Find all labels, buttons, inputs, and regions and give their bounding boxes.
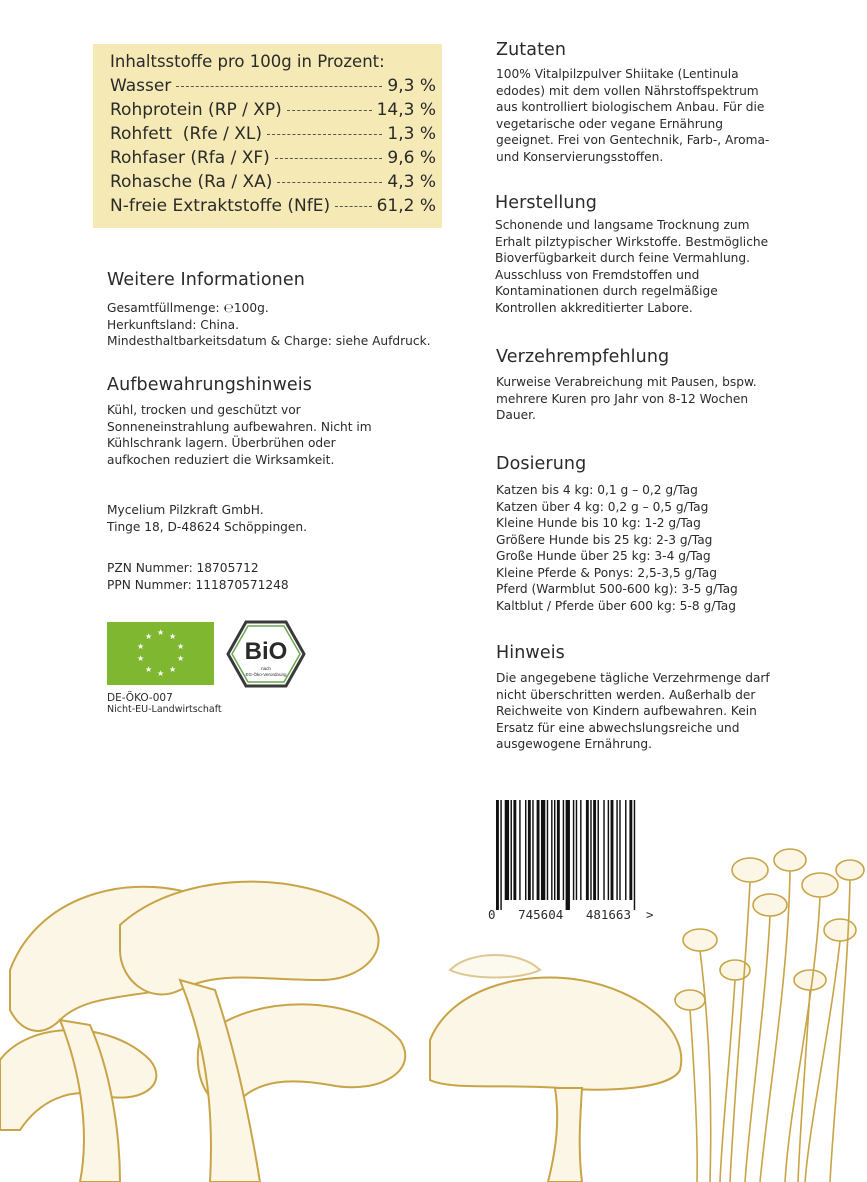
text-line: Gesamtfüllmenge: ℮100g. [107,301,269,315]
bio-logo-subtext: nach [261,666,271,671]
text-line: Kleine Hunde bis 10 kg: 1-2 g/Tag [496,516,701,530]
nutrition-label: Rohfett (Rfe / XL) [110,124,262,144]
nutrition-value: 4,3 % [387,172,436,192]
zutaten-heading: Zutaten [496,40,567,60]
hinweis-heading: Hinweis [496,643,565,663]
mushroom-illustration [0,830,867,1182]
nutrition-row [110,76,436,100]
text-line: Dauer. [496,408,536,422]
barcode-bar [616,800,617,900]
bio-logo-text: BiO [244,638,288,665]
nutrition-value: 61,2 % [376,196,436,216]
barcode-bar [603,800,604,900]
svg-text:★: ★ [137,654,145,663]
text-line: Kleine Pferde & Ponys: 2,5-3,5 g/Tag [496,565,717,580]
svg-text:★: ★ [177,654,185,663]
text-line: Bioverfügbarkeit durch feine Vermahlung. [495,251,751,265]
weitere-text [107,300,431,350]
nutrition-value: 14,3 % [376,100,436,120]
text-line: nicht überschritten werden. Außerhalb der [496,687,756,702]
barcode-bar [608,800,609,900]
barcode-bar [629,800,632,900]
text-line: Ausschluss von Fremdstoffen und [495,267,700,282]
text-line: Pferd (Warmblut 500-600 kg): 3-5 g/Tag [496,582,738,596]
text-line: Kontrollen akkreditierter Labore. [495,300,693,315]
text-line: 100% Vitalpilzpulver Shiitake (Lentinula [496,67,739,81]
nutrition-row [110,172,436,196]
dosierung-heading: Dosierung [496,454,587,474]
barcode-bar [519,800,520,900]
product-codes [107,560,289,593]
nutrition-label: Rohprotein (RP / XP) [110,100,282,120]
nutrition-row [110,148,436,172]
verzehr-heading: Verzehrempfehlung [496,347,670,367]
dot-leader [275,158,383,159]
barcode-bar [593,800,596,900]
text-line: Kaltblut / Pferde über 600 kg: 5-8 g/Tag [496,598,736,613]
herstellung-text [495,217,768,316]
nutrition-label: Rohasche (Ra / XA) [110,172,273,192]
barcode-bar [573,800,574,900]
barcode-bar [528,800,531,900]
svg-text:★: ★ [157,628,165,637]
nutrition-label: Rohfaser (Rfa / XF) [110,148,270,168]
barcode-bar [551,800,552,900]
text-line: Katzen bis 4 kg: 0,1 g – 0,2 g/Tag [496,483,698,497]
aufbewahrung-text [107,402,372,468]
text-line: Kurweise Verabreichung mit Pausen, bspw. [496,375,757,389]
barcode-bar [576,800,577,900]
dot-leader [287,110,372,111]
text-line: Katzen über 4 kg: 0,2 g – 0,5 g/Tag [496,499,709,514]
zutaten-text [496,66,769,165]
eu-organic-logo [107,622,214,685]
barcode-bar [554,800,555,900]
barcode-bar [611,800,614,900]
bio-seal-logo [226,620,306,688]
barcode-bar [563,800,564,900]
barcode-bar [537,800,540,900]
text-line: mehrere Kuren pro Jahr von 8-12 Wochen [496,391,749,406]
barcode-bar [532,800,533,900]
barcode-bar [625,800,626,900]
text-line: PPN Nummer: 111870571248 [107,577,289,592]
svg-text:★: ★ [157,669,165,678]
text-line: Reichweite von Kindern aufbewahren. Kein [496,704,757,718]
barcode [492,800,682,910]
barcode-bar [586,800,589,900]
barcode-bar [511,800,512,900]
text-line: Kühl, trocken und geschützt vor [107,403,301,417]
text-line: Ersatz für eine abwechslungsreiche und [496,720,740,735]
barcode-bar [580,800,581,900]
barcode-bar [557,800,560,900]
weitere-heading: Weitere Informationen [107,270,305,290]
text-line: Kühlschrank lagern. Überbrühen oder [107,436,336,450]
text-line: DE-ÖKO-007 [107,692,173,704]
svg-text:★: ★ [145,665,153,674]
svg-text:★: ★ [137,642,145,651]
dot-leader [176,86,382,87]
nutrition-row [110,100,436,124]
hinweis-text [496,670,770,753]
text-line: Die angegebene tägliche Verzehrmenge darf [496,671,770,685]
nutrition-value: 9,3 % [387,76,436,96]
text-line: vegetarische oder vegane Ernährung [496,116,723,131]
barcode-bar [505,800,509,900]
text-line: Nicht-EU-Landwirtschaft [107,704,222,715]
svg-text:★: ★ [177,642,185,651]
nutrition-label: N-freie Extraktstoffe (NfE) [110,196,331,216]
verzehr-text [496,374,757,424]
text-line: Kontaminationen durch regelmäßige [495,284,718,298]
barcode-bar [590,800,591,900]
dot-leader [335,206,371,207]
nutrition-value: 9,6 % [387,148,436,168]
text-line: Schonende und langsame Trocknung zum [495,218,750,232]
text-line: aus kontrolliert biologischem Anbau. Für die [496,100,765,114]
text-line: geeignet. Frei von Gentechnik, Farb-, Aroma- [496,133,770,147]
barcode-bar [547,800,548,900]
text-line: edodes) mit dem vollen Nährstoffspektrum [496,83,759,98]
nutrition-row [110,196,436,220]
company-address [107,502,307,535]
text-line: Größere Hunde bis 25 kg: 2-3 g/Tag [496,532,713,547]
barcode-bar [500,800,501,910]
barcode-bar [619,800,620,900]
barcode-bar [496,800,499,910]
text-line: Große Hunde über 25 kg: 3-4 g/Tag [496,549,711,563]
dot-leader [277,182,382,183]
aufbewahrung-heading: Aufbewahrungshinweis [107,375,312,395]
certification-text [107,692,222,716]
text-line: Mindesthaltbarkeitsdatum & Charge: siehe Aufdruck. [107,334,431,348]
eu-leaf-stars-icon [107,622,214,685]
bio-logo-subtext: EG-Öko-Verordnung [245,672,287,677]
text-line: und Konservierungsstoffen. [496,149,664,164]
text-line: Tinge 18, D-48624 Schöppingen. [107,519,308,534]
barcode-digits: 0 745604 481663 > [488,907,654,922]
nutrition-row [110,124,436,148]
nutrition-value: 1,3 % [387,124,436,144]
dot-leader [267,134,382,135]
barcode-bar [525,800,526,900]
barcode-bar [541,800,545,900]
text-line: Herkunftsland: China. [107,317,239,332]
text-line: aufkochen reduziert die Wirksamkeit. [107,452,335,467]
nutrition-title: Inhaltsstoffe pro 100g in Prozent: [110,52,385,71]
barcode-bar [598,800,599,900]
svg-text:★: ★ [169,632,177,641]
barcode-bar [566,800,570,910]
nutrition-box [93,44,442,228]
svg-text:★: ★ [145,632,153,641]
herstellung-heading: Herstellung [495,193,597,213]
dosierung-text [496,482,738,614]
text-line: ausgewogene Ernährung. [496,737,653,751]
text-line: Sonneneinstrahlung aufbewahren. Nicht im [107,419,372,434]
text-line: Mycelium Pilzkraft GmbH. [107,503,264,517]
nutrition-label: Wasser [110,76,172,96]
barcode-bar [513,800,516,900]
svg-text:★: ★ [169,665,177,674]
barcode-bar [634,800,635,910]
text-line: Erhalt pilztypischer Wirkstoffe. Bestmögliche [495,234,769,249]
text-line: PZN Nummer: 18705712 [107,561,259,575]
